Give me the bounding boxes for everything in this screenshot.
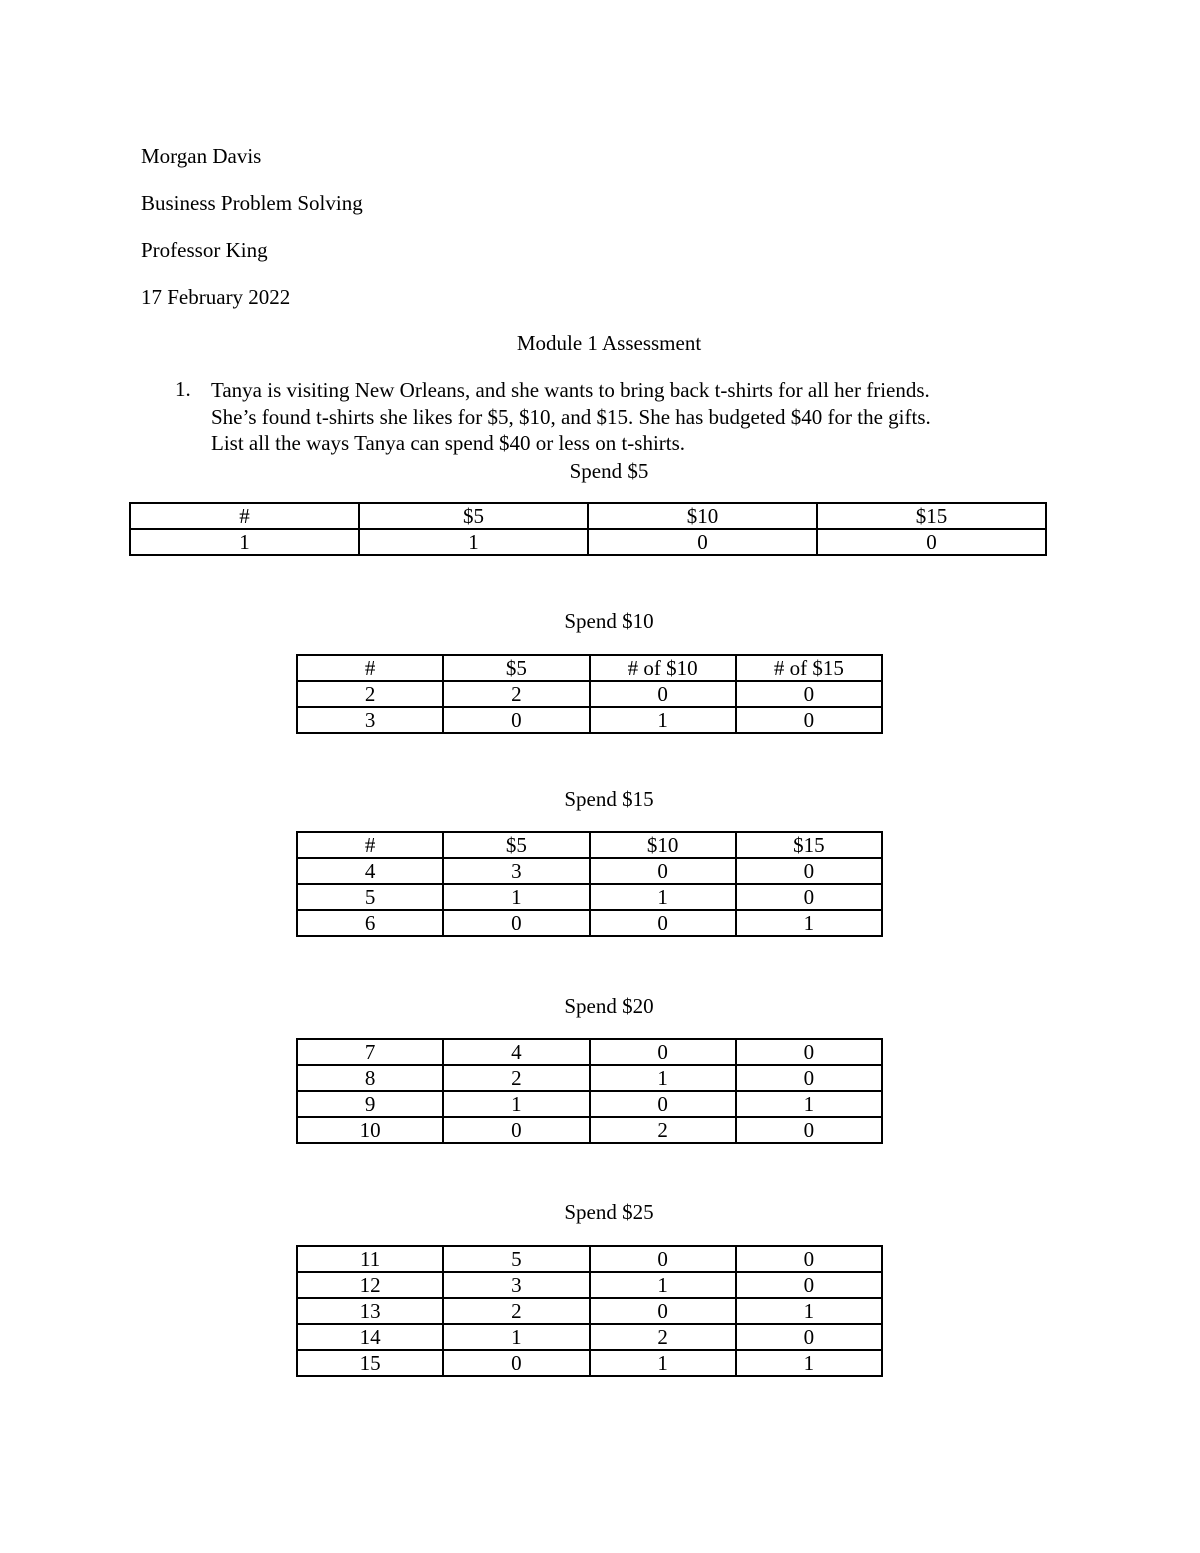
section-label: Spend $5 [569,459,649,483]
table-cell: $10 [590,832,736,858]
table-cell: 1 [736,1350,882,1376]
table-cell: 2 [443,681,589,707]
table-cell: 1 [590,1272,736,1298]
table-cell: 0 [590,910,736,936]
table-cell: # of $15 [736,655,882,681]
course-name: Business Problem Solving [141,191,363,215]
table-row [297,681,882,707]
section-label: Spend $15 [564,787,654,811]
table-row [297,1298,882,1324]
spend-table [296,654,883,734]
table-cell: 4 [443,1039,589,1065]
professor-name: Professor King [141,238,268,262]
table-cell: 2 [590,1117,736,1143]
table-cell: 0 [443,1350,589,1376]
table-cell: 0 [590,1298,736,1324]
table-row [297,884,882,910]
table-cell: 0 [736,1272,882,1298]
table-cell: 0 [590,1091,736,1117]
table-cell: 0 [590,858,736,884]
table-cell: 12 [297,1272,443,1298]
table-row [297,1246,882,1272]
table-cell: 8 [297,1065,443,1091]
table-cell: 1 [443,1091,589,1117]
table-cell: 3 [443,1272,589,1298]
table-cell: 5 [443,1246,589,1272]
table-cell: 1 [359,529,588,555]
table-cell: 9 [297,1091,443,1117]
section-label: Spend $25 [564,1200,654,1224]
table-cell: 0 [817,529,1046,555]
table-cell: $10 [588,503,817,529]
table-cell: 3 [443,858,589,884]
table-cell: # [130,503,359,529]
table-row [297,707,882,733]
table-cell: 1 [590,707,736,733]
table-cell: 3 [297,707,443,733]
table-cell: 2 [443,1298,589,1324]
table-cell: 0 [443,707,589,733]
table-row [297,1117,882,1143]
table-cell: $5 [443,655,589,681]
table-cell: 1 [590,1350,736,1376]
table-cell: 0 [736,707,882,733]
question-line: She’s found t-shirts she likes for $5, $10, and $15. She has budgeted $40 for the gifts. [211,404,931,429]
table-row [297,1039,882,1065]
table-header-row [297,655,882,681]
table-cell: 0 [736,1246,882,1272]
table-cell: 11 [297,1246,443,1272]
table-cell: 1 [736,910,882,936]
table-cell: 2 [297,681,443,707]
table-cell: 0 [443,1117,589,1143]
question-text [211,377,1071,457]
table-cell: 0 [736,1324,882,1350]
spend-table [296,831,883,937]
table-cell: 14 [297,1324,443,1350]
table-header-row [130,503,1046,529]
table-cell: 6 [297,910,443,936]
table-cell: 0 [590,681,736,707]
question-line: List all the ways Tanya can spend $40 or less on t-shirts. [211,431,686,455]
section-label: Spend $20 [564,994,654,1018]
spend-table [129,502,1047,556]
table-row [297,1065,882,1091]
table-row [297,910,882,936]
table-cell: 4 [297,858,443,884]
table-cell: # [297,832,443,858]
table-row [297,1272,882,1298]
table-cell: 0 [736,1039,882,1065]
table-cell: # of $10 [590,655,736,681]
question-number: 1. [175,377,191,401]
table-cell: 10 [297,1117,443,1143]
table-cell: $15 [817,503,1046,529]
table-cell: 0 [736,681,882,707]
author-name: Morgan Davis [141,144,262,168]
table-cell: 0 [736,858,882,884]
table-cell: 0 [736,884,882,910]
table-cell: 0 [736,1117,882,1143]
table-cell: 1 [590,884,736,910]
table-cell: 2 [443,1065,589,1091]
table-cell: 1 [736,1298,882,1324]
table-header-row [297,832,882,858]
table-cell: 1 [443,884,589,910]
spend-table [296,1038,883,1144]
table-cell: 1 [736,1091,882,1117]
spend-table [296,1245,883,1377]
table-row [297,1324,882,1350]
table-cell: 0 [443,910,589,936]
table-cell: 5 [297,884,443,910]
table-cell: $5 [359,503,588,529]
table-cell: 2 [590,1324,736,1350]
section-label: Spend $10 [564,609,654,633]
table-row [130,529,1046,555]
table-cell: 0 [590,1246,736,1272]
table-cell: 7 [297,1039,443,1065]
table-row [297,858,882,884]
table-row [297,1350,882,1376]
table-cell: 1 [590,1065,736,1091]
table-cell: 15 [297,1350,443,1376]
table-cell: # [297,655,443,681]
table-cell: 1 [130,529,359,555]
table-cell: 0 [588,529,817,555]
document-date: 17 February 2022 [141,285,291,309]
document-title: Module 1 Assessment [516,331,702,355]
table-cell: $15 [736,832,882,858]
table-cell: $5 [443,832,589,858]
table-row [297,1091,882,1117]
table-cell: 0 [736,1065,882,1091]
table-cell: 0 [590,1039,736,1065]
table-cell: 1 [443,1324,589,1350]
table-cell: 13 [297,1298,443,1324]
question-line: Tanya is visiting New Orleans, and she wants to bring back t-shirts for all her friends. [211,378,930,402]
